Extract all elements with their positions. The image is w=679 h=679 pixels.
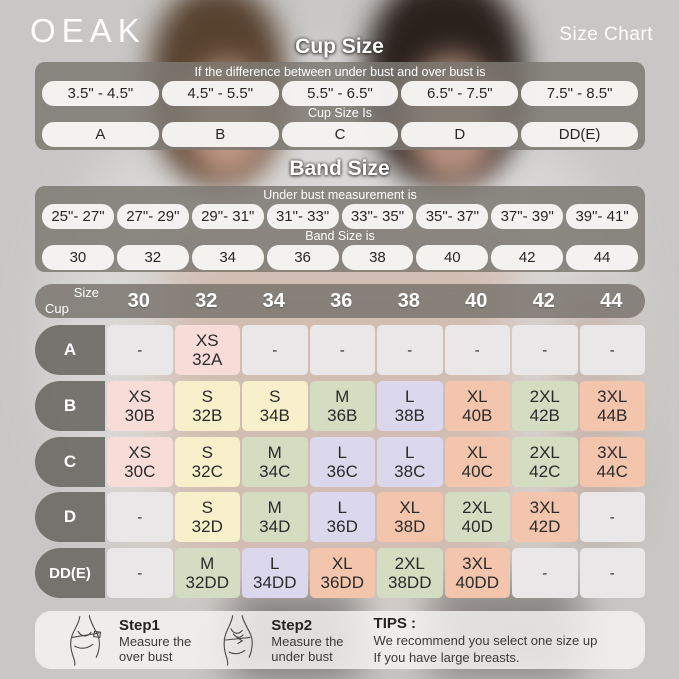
matrix-header (35, 284, 645, 318)
page-title: Size Chart (559, 24, 653, 45)
matrix-cell: M 34D (242, 492, 308, 542)
band-size-title: Band Size (289, 157, 390, 180)
matrix-cell: L 34DD (242, 548, 308, 598)
matrix-cell: M 32DD (175, 548, 241, 598)
matrix-cell: 3XL 42D (512, 492, 578, 542)
matrix-cell: 2XL 42B (512, 381, 578, 431)
cup-size-result-label: Cup Size Is (308, 106, 372, 121)
band-range-cell: 31"- 33" (267, 204, 339, 229)
matrix-column-header: 34 (262, 289, 285, 312)
cup-row-label: B (35, 381, 105, 431)
matrix-row-DD(E) (35, 548, 645, 598)
step1-line1: Measure the (119, 633, 192, 649)
cup-range-row (42, 81, 638, 106)
matrix-column-header: 36 (330, 289, 353, 312)
cup-row-label: D (35, 492, 105, 542)
matrix-cell: M 34C (242, 437, 308, 487)
cup-letter-row (42, 122, 638, 147)
cup-range-cell: 6.5" - 7.5" (401, 81, 518, 106)
matrix-cell: - (580, 548, 646, 598)
matrix-corner-cup-label: Cup (45, 301, 69, 316)
matrix-cell: S 32D (175, 492, 241, 542)
band-range-row (42, 204, 638, 229)
step2-text (271, 617, 343, 664)
matrix-cell: XL 40B (445, 381, 511, 431)
tips-title: TIPS : (373, 614, 417, 632)
measure-under-bust-icon (213, 614, 261, 666)
band-range-cell: 37"- 39" (491, 204, 563, 229)
band-range-cell: 27"- 29" (117, 204, 189, 229)
matrix-cell: - (512, 548, 578, 598)
matrix-cell: 3XL 44C (580, 437, 646, 487)
step2-line2: under bust (271, 648, 333, 664)
matrix-cell: L 36D (310, 492, 376, 542)
matrix-cell: 2XL 38DD (377, 548, 443, 598)
cup-letter-cell: B (162, 122, 279, 147)
tips-line2: If you have large breasts. (373, 649, 520, 665)
cup-range-cell: 7.5" - 8.5" (521, 81, 638, 106)
step2-title: Step2 (271, 616, 313, 634)
matrix-row-C (35, 437, 645, 487)
matrix-cell: XL 36DD (310, 548, 376, 598)
cup-row-label: A (35, 325, 105, 375)
matrix-row-cells (107, 381, 645, 431)
matrix-column-header: 40 (465, 289, 488, 312)
matrix-cell: 3XL 40DD (445, 548, 511, 598)
matrix-column-header: 32 (195, 289, 218, 312)
matrix-column-header: 38 (397, 289, 420, 312)
matrix-cell: 3XL 44B (580, 381, 646, 431)
tips-line1: We recommend you select one size up (373, 632, 598, 648)
cup-row-label: C (35, 437, 105, 487)
step2-line1: Measure the (271, 633, 344, 649)
matrix-row-A (35, 325, 645, 375)
band-range-cell: 35"- 37" (416, 204, 488, 229)
step1-title: Step1 (119, 616, 160, 634)
matrix-cell: - (107, 492, 173, 542)
band-size-instruction: Under bust measurement is (263, 188, 417, 203)
step1-text (119, 617, 191, 664)
matrix-cell: - (580, 325, 646, 375)
matrix-row-cells (107, 492, 645, 542)
matrix-cell: XS 32A (175, 325, 241, 375)
band-number-cell: 36 (267, 245, 339, 270)
matrix-cell: S 32B (175, 381, 241, 431)
band-number-cell: 32 (117, 245, 189, 270)
matrix-row-cells (107, 437, 645, 487)
measure-over-bust-icon (61, 614, 109, 666)
tips-text (374, 615, 598, 666)
matrix-cell: - (242, 325, 308, 375)
cup-range-cell: 5.5" - 6.5" (282, 81, 399, 106)
band-range-cell: 25"- 27" (42, 204, 114, 229)
band-range-cell: 29"- 31" (192, 204, 264, 229)
band-number-cell: 30 (42, 245, 114, 270)
matrix-cell: L 38B (377, 381, 443, 431)
matrix-cell: XL 38D (377, 492, 443, 542)
matrix-cell: S 34B (242, 381, 308, 431)
matrix-cell: M 36B (310, 381, 376, 431)
matrix-cell: - (377, 325, 443, 375)
cup-letter-cell: D (401, 122, 518, 147)
band-number-cell: 42 (491, 245, 563, 270)
matrix-cell: S 32C (175, 437, 241, 487)
matrix-cell: L 38C (377, 437, 443, 487)
matrix-cell: - (512, 325, 578, 375)
brand-logo: OEAK (30, 12, 146, 49)
matrix-cell: 2XL 40D (445, 492, 511, 542)
cup-size-title: Cup Size (295, 35, 384, 58)
cup-letter-cell: DD(E) (521, 122, 638, 147)
step1-line2: over bust (119, 648, 173, 664)
matrix-columns (105, 284, 645, 318)
matrix-row-cells (107, 548, 645, 598)
matrix-column-header: 42 (532, 289, 555, 312)
band-size-block (35, 186, 645, 272)
band-number-cell: 40 (416, 245, 488, 270)
matrix-corner-size-label: Size (73, 285, 99, 300)
footer-bar (35, 611, 645, 669)
matrix-cell: - (445, 325, 511, 375)
matrix-cell: L 36C (310, 437, 376, 487)
matrix-row-cells (107, 325, 645, 375)
matrix-cell: - (310, 325, 376, 375)
band-range-cell: 33"- 35" (342, 204, 414, 229)
matrix-cell: - (580, 492, 646, 542)
matrix-row-D (35, 492, 645, 542)
band-number-cell: 38 (342, 245, 414, 270)
matrix-cell: 2XL 42C (512, 437, 578, 487)
matrix-cell: - (107, 548, 173, 598)
matrix-corner (35, 284, 105, 318)
band-number-row (42, 245, 638, 270)
band-range-cell: 39"- 41" (566, 204, 638, 229)
matrix-column-header: 30 (127, 289, 150, 312)
matrix-cell: - (107, 325, 173, 375)
band-size-result-label: Band Size is (305, 229, 375, 244)
cup-row-label: DD(E) (35, 548, 105, 598)
matrix-column-header: 44 (600, 289, 623, 312)
matrix-cell: XS 30B (107, 381, 173, 431)
cup-range-cell: 3.5" - 4.5" (42, 81, 159, 106)
band-number-cell: 44 (566, 245, 638, 270)
cup-range-cell: 4.5" - 5.5" (162, 81, 279, 106)
cup-size-instruction: If the difference between under bust and over bust is (194, 64, 486, 79)
matrix-row-B (35, 381, 645, 431)
band-number-cell: 34 (192, 245, 264, 270)
cup-letter-cell: A (42, 122, 159, 147)
cup-size-block (35, 62, 645, 150)
matrix-cell: XS 30C (107, 437, 173, 487)
cup-letter-cell: C (282, 122, 399, 147)
matrix-cell: XL 40C (445, 437, 511, 487)
